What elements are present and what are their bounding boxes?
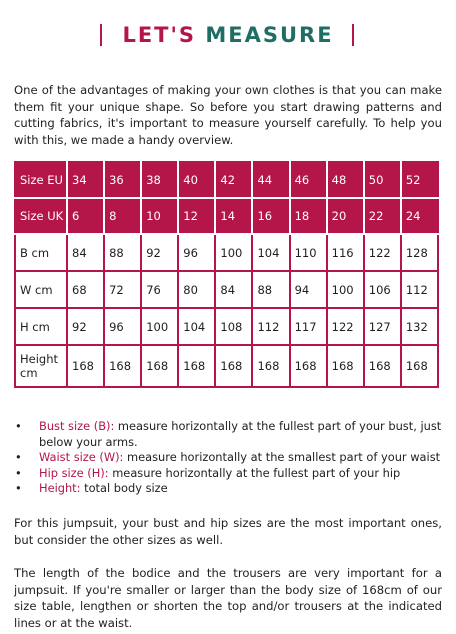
table-cell: 84 xyxy=(67,234,104,271)
table-cell: 52 xyxy=(401,162,438,198)
table-row xyxy=(15,271,438,308)
table-cell: 168 xyxy=(215,345,252,387)
table-cell: 117 xyxy=(290,308,327,345)
table-cell: 14 xyxy=(215,198,252,234)
table-cell: 92 xyxy=(141,234,178,271)
row-label: W cm xyxy=(15,271,67,308)
definition-term: Bust size (B): xyxy=(39,419,115,433)
table-cell: 122 xyxy=(364,234,401,271)
table-cell: 108 xyxy=(215,308,252,345)
intro-paragraph: One of the advantages of making your own clothes is that you can make them fit your unique shape. So before you start drawing patterns and cutting fabrics, it's important to measure yourself carefully. To help you with this, we made a handy overview. xyxy=(14,83,442,147)
table-cell: 46 xyxy=(290,162,327,198)
table-cell: 88 xyxy=(104,234,141,271)
table-cell: 122 xyxy=(327,308,364,345)
row-label: Size EU xyxy=(15,162,67,198)
table-cell: 18 xyxy=(290,198,327,234)
table-cell: 168 xyxy=(67,345,104,387)
table-cell: 16 xyxy=(252,198,289,234)
jumpsuit-note: For this jumpsuit, your bust and hip sizes are the most important ones, but consider the other sizes as well. xyxy=(14,516,442,547)
definition-term: Waist size (W): xyxy=(39,450,124,465)
table-cell: 80 xyxy=(178,271,215,308)
table-cell: 100 xyxy=(141,308,178,345)
table-cell: 22 xyxy=(364,198,401,234)
measurement-definitions xyxy=(14,419,444,497)
table-cell: 106 xyxy=(364,271,401,308)
table-header-row xyxy=(15,198,438,234)
page-header xyxy=(0,20,456,50)
table-cell: 68 xyxy=(67,271,104,308)
table-cell: 50 xyxy=(364,162,401,198)
bullet-icon: • xyxy=(15,419,22,433)
table-cell: 168 xyxy=(401,345,438,387)
bullet-icon: • xyxy=(15,481,22,496)
definition-text: total body size xyxy=(80,481,168,496)
table-cell: 36 xyxy=(104,162,141,198)
table-cell: 12 xyxy=(178,198,215,234)
row-label: Size UK xyxy=(15,198,67,234)
length-note: The length of the bodice and the trousers are very important for a jumpsuit. If you're smaller or larger than the body size of 168cm of our size table, lengthen or shorten the top and/or trousers at the indicated lines or at the waist. xyxy=(14,566,442,630)
table-cell: 20 xyxy=(327,198,364,234)
table-cell: 112 xyxy=(401,271,438,308)
table-cell: 104 xyxy=(252,234,289,271)
table-cell: 100 xyxy=(327,271,364,308)
definition-item xyxy=(14,466,444,482)
table-cell: 116 xyxy=(327,234,364,271)
table-cell: 8 xyxy=(104,198,141,234)
bullet-icon: • xyxy=(15,450,22,465)
table-cell: 127 xyxy=(364,308,401,345)
table-cell: 92 xyxy=(67,308,104,345)
table-cell: 10 xyxy=(141,198,178,234)
table-cell: 104 xyxy=(178,308,215,345)
definition-text: measure horizontally at the smallest part of your waist xyxy=(123,450,441,465)
table-cell: 40 xyxy=(178,162,215,198)
definition-item xyxy=(14,481,444,497)
table-row xyxy=(15,345,438,387)
table-cell: 6 xyxy=(67,198,104,234)
table-cell: 96 xyxy=(104,308,141,345)
table-cell: 168 xyxy=(178,345,215,387)
table-cell: 38 xyxy=(141,162,178,198)
table-cell: 112 xyxy=(252,308,289,345)
table-cell: 24 xyxy=(401,198,438,234)
table-cell: 168 xyxy=(364,345,401,387)
bullet-icon: • xyxy=(15,465,22,480)
table-cell: 72 xyxy=(104,271,141,308)
size-table xyxy=(14,161,439,388)
table-cell: 110 xyxy=(290,234,327,271)
table-cell: 100 xyxy=(215,234,252,271)
title-part-2: MEASURE xyxy=(205,23,334,47)
table-cell: 94 xyxy=(290,271,327,308)
definition-text: measure horizontally at the fullest part of your hip xyxy=(108,465,401,480)
table-cell: 88 xyxy=(252,271,289,308)
title-divider-left xyxy=(100,24,102,46)
table-cell: 128 xyxy=(401,234,438,271)
title-divider-right xyxy=(352,24,354,46)
definition-term: Height: xyxy=(39,481,81,496)
table-cell: 34 xyxy=(67,162,104,198)
table-cell: 76 xyxy=(141,271,178,308)
row-label: B cm xyxy=(15,234,67,271)
row-label: H cm xyxy=(15,308,67,345)
table-cell: 168 xyxy=(141,345,178,387)
table-cell: 42 xyxy=(215,162,252,198)
definition-item xyxy=(14,419,444,450)
page-title xyxy=(122,23,333,47)
table-cell: 84 xyxy=(215,271,252,308)
table-cell: 48 xyxy=(327,162,364,198)
definition-text: measure horizontally at the fullest part of your bust, just below your arms. xyxy=(39,419,442,449)
table-cell: 168 xyxy=(252,345,289,387)
definition-term: Hip size (H): xyxy=(39,465,109,480)
row-label: Height cm xyxy=(15,345,67,387)
table-cell: 44 xyxy=(252,162,289,198)
table-cell: 96 xyxy=(178,234,215,271)
table-header-row xyxy=(15,162,438,198)
title-part-1: LET'S xyxy=(122,23,197,47)
table-cell: 168 xyxy=(327,345,364,387)
table-cell: 168 xyxy=(290,345,327,387)
table-row xyxy=(15,234,438,271)
table-cell: 168 xyxy=(104,345,141,387)
table-row xyxy=(15,308,438,345)
definition-item xyxy=(14,450,444,466)
table-cell: 132 xyxy=(401,308,438,345)
